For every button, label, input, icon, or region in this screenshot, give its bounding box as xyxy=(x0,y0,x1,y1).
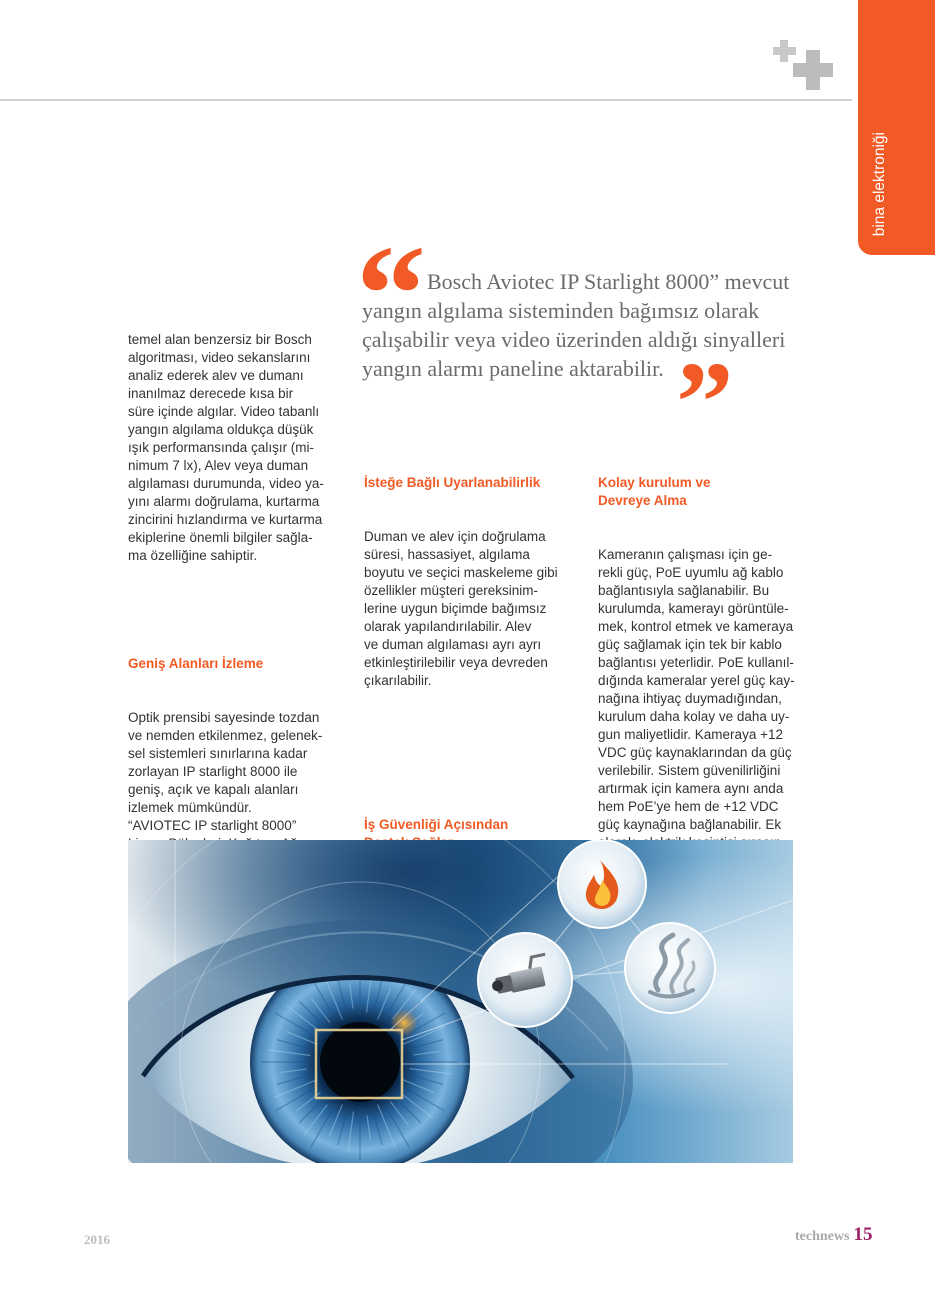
section-heading: Kolay kurulum ve Devreye Alma xyxy=(598,475,711,508)
header-rule xyxy=(0,99,852,101)
footer-year: 2016 xyxy=(84,1232,110,1247)
article-section xyxy=(364,438,562,726)
fire-icon-bubble xyxy=(558,840,646,928)
section-heading: Geniş Alanları İzleme xyxy=(128,656,264,671)
close-quote-mark: ” xyxy=(676,339,734,466)
magazine-name: technews xyxy=(795,1229,850,1244)
page-number: 15 xyxy=(853,1224,873,1245)
eye-pupil xyxy=(320,1022,400,1102)
section-tab-label: bina elektroniği xyxy=(871,131,888,236)
paragraph: Optik prensibi sayesinde tozdan ve nemden etkilenmez, gelenek- sel sistemleri sınırlarına kadar zorlayan IP starlight 8000 ile geniş, açık ve kapalı alanları izlemek mümkündür. “AVIOTEC IP starlight 8000” xyxy=(128,710,323,833)
open-quote-mark: “ xyxy=(356,217,426,372)
pull-quote: Bosch Aviotec IP Starlight 8000” mevcut yangın algılama sisteminden bağımsız olarak çalışabilir veya video üzerinden aldığı sinyalleri yangın alarmı paneline aktarabilir. xyxy=(362,269,790,381)
plus-icon xyxy=(770,38,836,94)
section-heading: İsteğe Bağlı Uyarlanabilirlik xyxy=(364,475,541,490)
section-tab xyxy=(858,0,935,255)
section-heading: İş Güvenliği Açısından xyxy=(364,817,509,832)
camera-icon-bubble xyxy=(478,933,572,1027)
paragraph: Duman ve alev için doğrulama süresi, hassasiyet, algılama boyutu ve seçici maskeleme gibi özellikler müşteri gereksinim- lerine uygun biçimde bağımsız olarak yapılandırılabilir. Alev ve duman algılaması ayrı ayrı etkinleştirilebilir veya devreden çıkarılabilir. xyxy=(364,529,558,688)
paragraph: temel alan benzersiz bir Bosch algoritması, video sekanslarını analiz ederek alev ve dumanı inanılmaz derecede kısa bir süre içinde algılar. Video tabanlı yangın algılama oldukça düşük ışık performansında çalışır (mi- nimum 7 lx), Alev veya duman algılaması durumunda, video ya- yını alarmı doğrulama, kurtarma zincirini hızlandırma ve kurtarma ekiplerine önemli bilgiler sağla- ma özelliğine sahiptir. xyxy=(128,332,324,563)
footer-brand xyxy=(795,1224,872,1246)
smoke-icon-bubble xyxy=(625,923,715,1013)
eye-surveillance-illustration xyxy=(128,840,793,1163)
paragraph: Kameranın çalışması için ge- rekli güç, PoE uyumlu ağ kablo bağlantısıyla sağlanabilir. Bu kurulumda, kamerayı görüntüle- mek, kontrol etmek ve kameraya güç sağlamak için tek bir kablo bağlantısı yeterlidir. PoE kullanıl- dığında kameralar yerel güç kay- nağına ihtiyaç duymadığından, kurulum daha kolay ve daha uy- gun maliyetlidir. Kameraya +12 VDC güç kaynaklarından da güç verilebilir. Sistem güvenilirliğini artırmak için kamera aynı anda hem PoE’ye hem de +12 VDC güç kaynağına bağlanabilir. Ek xyxy=(598,547,795,832)
